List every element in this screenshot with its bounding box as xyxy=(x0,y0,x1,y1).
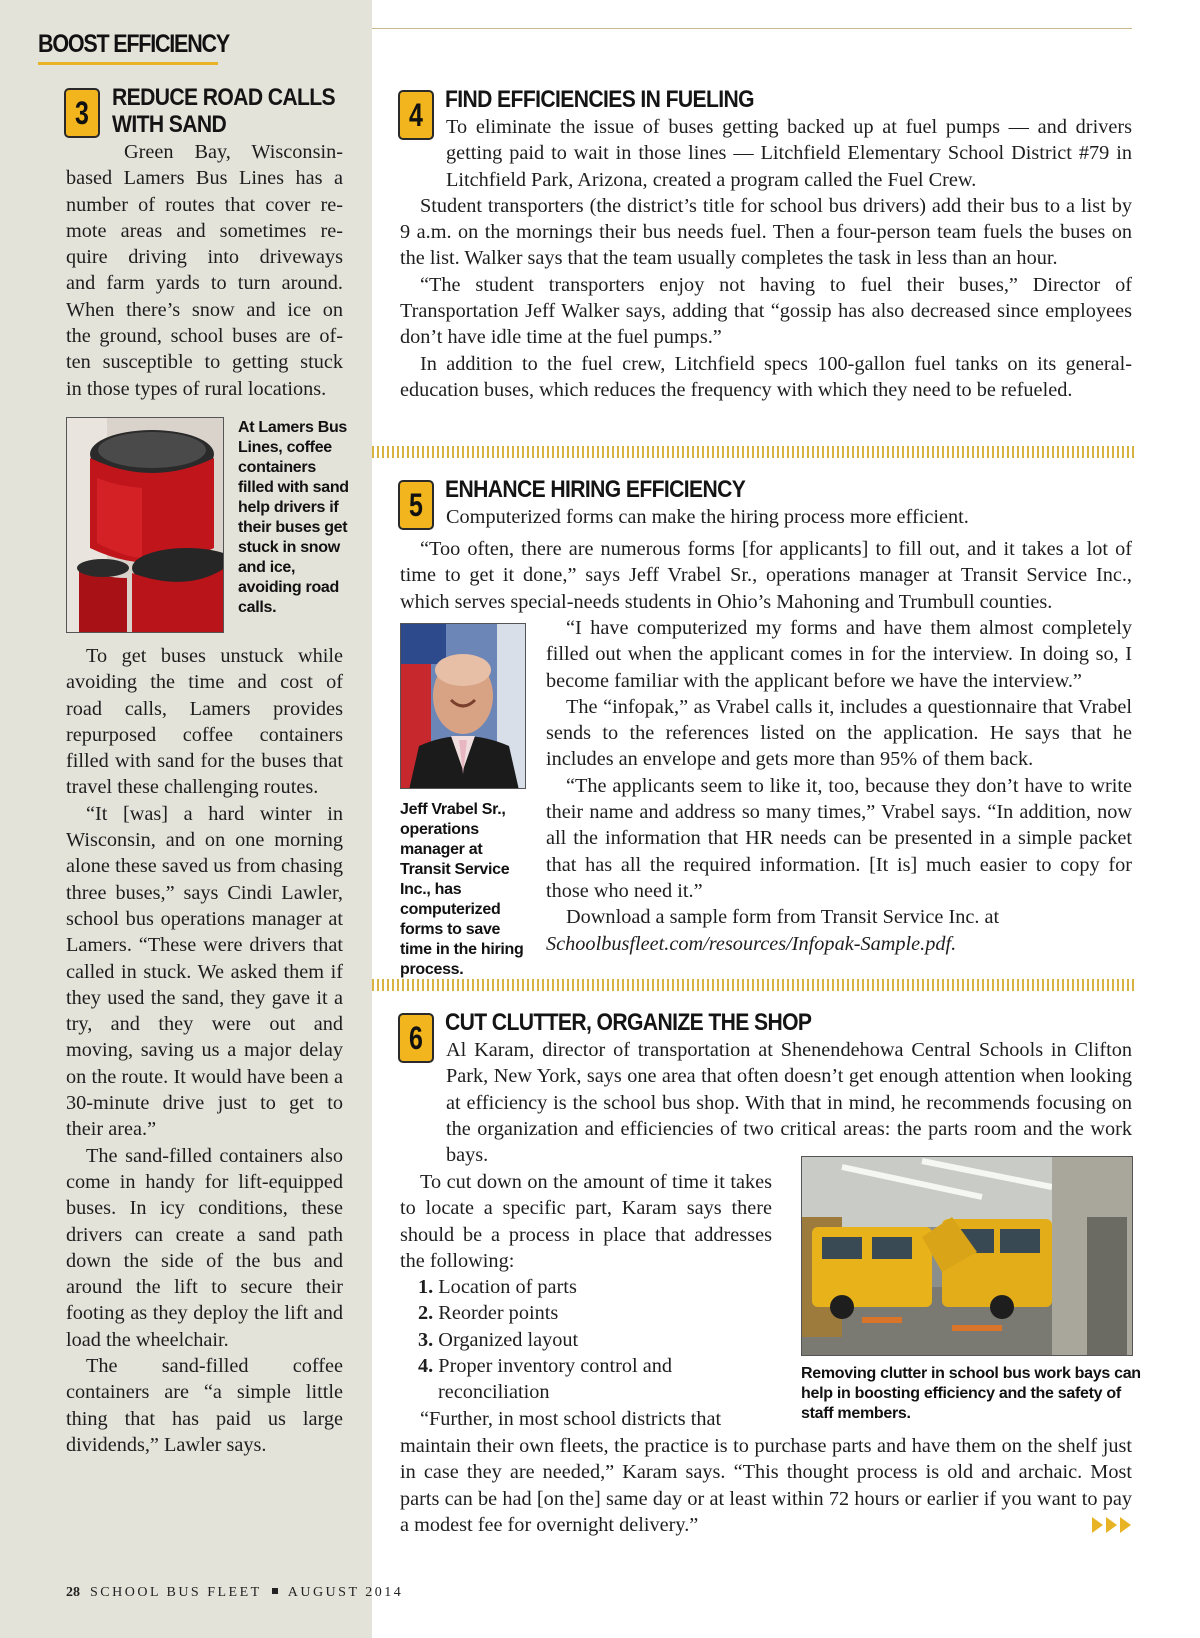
bus-shop-caption: Removing clutter in school bus work bays can help in boosting efficiency and the safety of staff members. xyxy=(801,1365,1141,1422)
coffee-photo-caption: At Lamers Bus Lines, coffee containers filled with sand help drivers if their buses get stuck in snow and ice, avoiding road calls. xyxy=(238,419,349,616)
section-6-number: 6 xyxy=(409,1020,423,1056)
coffee-containers-illustration xyxy=(67,418,224,633)
intro-line: Green Bay, Wisconsin- xyxy=(124,141,343,163)
page-footer xyxy=(66,1585,403,1601)
section-3-intro xyxy=(66,139,343,402)
list-item-number: 4. xyxy=(418,1355,434,1378)
section-label: BOOST EFFICIENCY xyxy=(38,30,229,58)
section-divider xyxy=(372,979,1134,991)
section-5-paragraph: “The applicants seem to like it, too, because they don’t have to write their name and address so many times,” Vrabel says. “In addition, now all the information that HR needs can be presented in a simple packet that has all the required information. [It is] much easier to copy for those who need it.” xyxy=(546,774,1132,902)
section-3-paragraph: The sand-filled coffee containers are “a simple little thing that has paid us large dividends,” Lawler says. xyxy=(66,1355,343,1456)
section-3-heading xyxy=(112,84,335,138)
section-3-heading-line-1: REDUCE ROAD CALLS xyxy=(112,84,336,111)
intro-line: and farm yards to turn around. xyxy=(66,272,343,295)
intro-line: ten susceptible to getting stuck xyxy=(66,351,343,374)
section-3-heading-line-2: WITH SAND xyxy=(112,111,227,138)
list-item xyxy=(400,1353,772,1406)
download-text: Download a sample form from Transit Service Inc. at xyxy=(566,906,1000,929)
section-3-badge xyxy=(64,88,100,138)
section-4-number: 4 xyxy=(409,97,423,133)
section-5-lead-paragraph: “Too often, there are numerous forms [for applicants] to fill out, and it takes a lot of time to get it done,” says Jeff Vrabel Sr., operations manager at Transit Service Inc., which serves special-needs students in Ohio’s Mahoning and Trumbull counties. xyxy=(400,538,1132,613)
list-item-text: Reorder points xyxy=(438,1302,559,1325)
section-6-quote-rest: maintain their own fleets, the practice is to purchase parts and have them on the shelf just in case they are needed,” Karam says. “This thought process is old and archaic. Most parts can be had [on the] same day or at least within 72 hours or earlier if you want to pay a modest fee for overnight delivery.” xyxy=(400,1435,1132,1536)
page-number: 28 xyxy=(66,1585,80,1600)
intro-line: quire driving into driveways xyxy=(66,246,343,269)
list-item-text: Proper inventory control and xyxy=(438,1355,673,1378)
section-6-paragraph: To cut down on the amount of time it takes to locate a specific part, Karam says there should be a process in place that addresses the following: xyxy=(400,1171,772,1272)
list-item-continuation: reconciliation xyxy=(438,1381,550,1404)
list-item-text: Organized layout xyxy=(438,1328,579,1351)
list-item xyxy=(400,1300,772,1326)
top-rule xyxy=(372,28,1132,29)
section-5-body xyxy=(546,615,1132,957)
section-6-body-wide xyxy=(400,1433,1132,1538)
section-4-paragraph: “The student transporters enjoy not having to fuel their buses,” Director of Transportation Jeff Walker says, adding that “gossip has also decreased since employees don’t have idle time at the fuel pumps.” xyxy=(400,273,1132,349)
section-3-paragraph: To get buses unstuck while avoiding the time and cost of road calls, Lamers provides repurposed coffee containers filled with sand for the buses that travel these challenging routes. xyxy=(66,645,343,799)
section-4-heading: FIND EFFICIENCIES IN FUELING xyxy=(445,86,754,113)
section-5-intro: Computerized forms can make the hiring process more efficient. xyxy=(446,506,969,528)
section-5-download xyxy=(546,904,1132,957)
section-5-badge xyxy=(398,480,434,530)
list-item xyxy=(400,1327,772,1353)
portrait-illustration xyxy=(401,624,526,789)
list-item-number: 1. xyxy=(418,1276,434,1299)
section-5-lead xyxy=(400,536,1132,615)
section-4-paragraph: Student transporters (the district’s title for school bus drivers) add their bus to a list by 9 a.m. on the mornings their bus needs fuel. Then a four-person team fuels the buses on the list. Walker says that the team usually completes the task in less than an hour. xyxy=(400,194,1132,270)
intro-line: the ground, school buses are of- xyxy=(66,325,343,348)
continue-arrows-icon xyxy=(1092,1517,1132,1533)
section-divider xyxy=(372,446,1134,458)
vrabel-photo-caption: Jeff Vrabel Sr., operations manager at Transit Service Inc., has computerized forms to save time in the hiring process. xyxy=(400,801,524,978)
section-4-body xyxy=(400,114,1132,403)
list-item-text: Location of parts xyxy=(438,1276,577,1299)
section-6-heading: CUT CLUTTER, ORGANIZE THE SHOP xyxy=(445,1009,812,1036)
intro-line: When there’s snow and ice on xyxy=(66,298,343,321)
section-4-intro: To eliminate the issue of buses getting backed up at fuel pumps — and drivers getting paid to wait in those lines — Litchfield Elementary School District #79 in Litchfield Park, Arizona, created a program called the Fuel Crew. xyxy=(446,116,1132,191)
bus-shop-illustration xyxy=(802,1157,1133,1356)
section-6-quote-start: “Further, in most school districts that xyxy=(420,1407,722,1430)
coffee-containers-photo xyxy=(66,417,224,633)
section-5-number: 5 xyxy=(409,487,423,523)
section-5-paragraph: “I have computerized my forms and have them almost completely filled out when the applicant comes in for the interview. In doing so, I become familiar with the applicant before we have the interview.” xyxy=(546,617,1132,692)
intro-line: number of routes that cover re- xyxy=(66,193,343,216)
jeff-vrabel-photo xyxy=(400,623,526,789)
section-3-number: 3 xyxy=(75,95,89,131)
section-3-body xyxy=(66,643,343,1458)
list-item-number: 3. xyxy=(418,1328,434,1351)
section-4-paragraph: In addition to the fuel crew, Litchfield specs 100-gallon fuel tanks on its general-education buses, which reduces the frequency with which they need to be refueled. xyxy=(400,352,1132,401)
section-6-intro xyxy=(400,1037,1132,1168)
download-link[interactable]: Schoolbusfleet.com/resources/Infopak-Sample.pdf. xyxy=(546,932,957,955)
section-3-paragraph: The sand-filled containers also come in handy for lift-equipped buses. In icy conditions, these drivers can create a sand path down the side of the bus and around the lift to secure their footing as they deploy the lift and load the wheelchair. xyxy=(66,1144,343,1351)
section-3-paragraph: “It [was] a hard winter in Wisconsin, and on one morning alone these saved us from chasing three buses,” says Cindi Lawler, school bus operations manager at Lamers. “These were drivers that called in stuck. We asked them if they used the sand, they gave it a try, and they were out and moving, saving us a major delay on the route. It would have been a 30-minute drive just to get to their area.” xyxy=(66,802,343,1141)
section-5-heading: ENHANCE HIRING EFFICIENCY xyxy=(445,476,746,503)
bus-shop-photo xyxy=(801,1156,1133,1356)
section-6-body-narrow xyxy=(400,1169,772,1432)
intro-line: mote areas and sometimes re- xyxy=(66,219,343,242)
intro-line: in those types of rural locations. xyxy=(66,377,327,400)
section-6-intro-paragraph: Al Karam, director of transportation at Shenendehowa Central Schools in Clifton Park, New York, says one area that often doesn’t get enough attention when looking at efficiency is the school bus shop. With that in mind, he recommends focusing on the organization and efficiencies of two critical areas: the parts room and the work bays. xyxy=(446,1039,1132,1167)
list-item-number: 2. xyxy=(418,1302,434,1325)
section-underline xyxy=(38,62,218,65)
parts-process-list xyxy=(400,1274,772,1405)
list-item xyxy=(400,1274,772,1300)
footer-separator xyxy=(272,1588,278,1594)
issue-date: AUGUST 2014 xyxy=(287,1585,404,1600)
section-5-paragraph: The “infopak,” as Vrabel calls it, includes a questionnaire that Vrabel sends to the references listed on the application. He says that he includes an envelope and gets more than 95% of them back. xyxy=(546,695,1132,771)
intro-line: based Lamers Bus Lines has a xyxy=(66,167,343,190)
publication-name: SCHOOL BUS FLEET xyxy=(90,1585,262,1600)
